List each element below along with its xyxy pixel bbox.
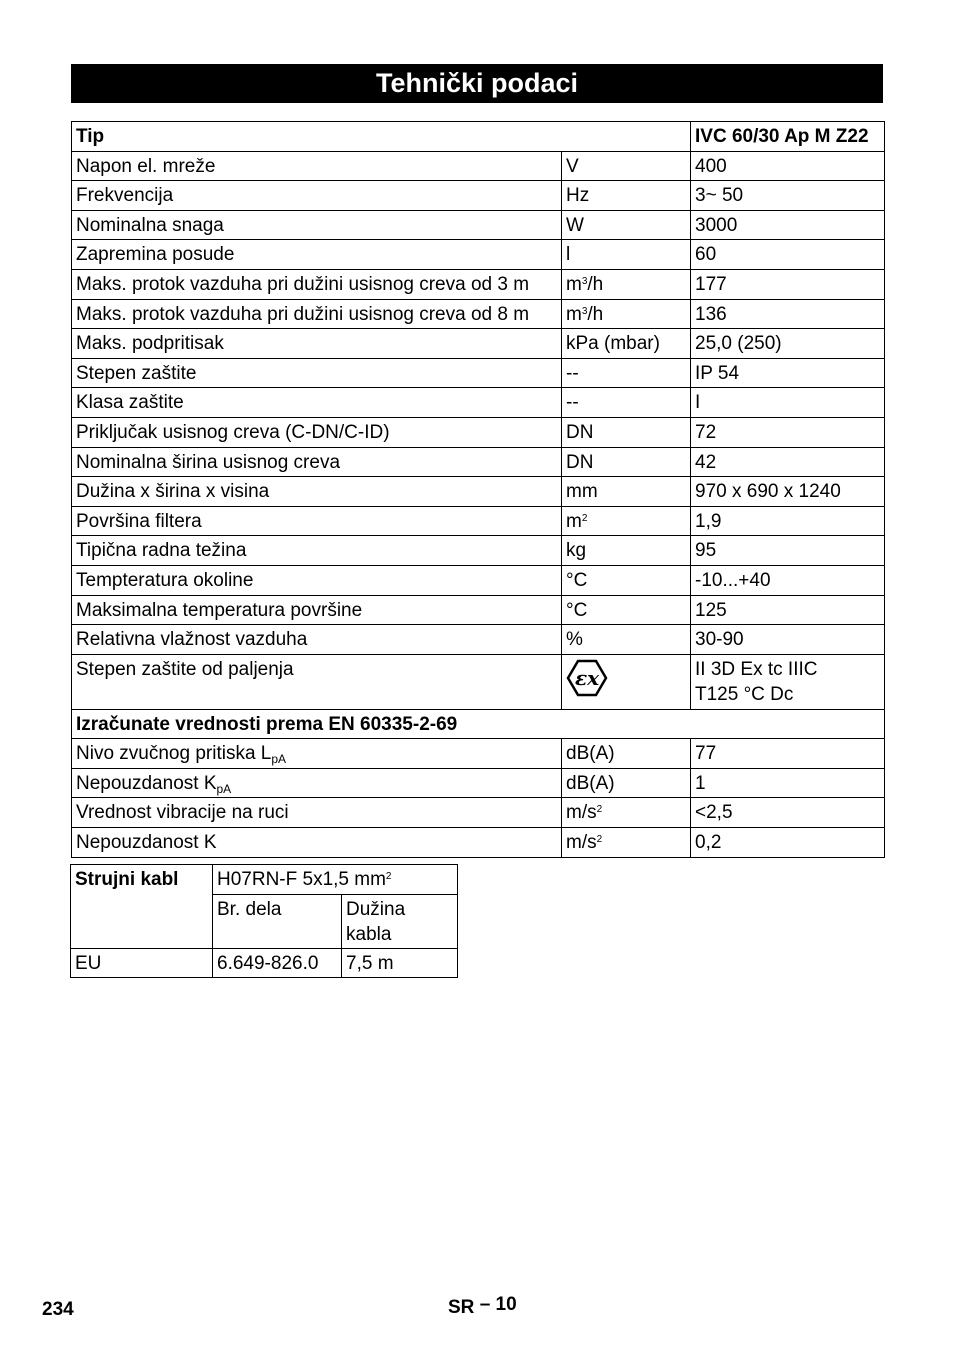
spec-value: 42 <box>691 447 885 477</box>
spec-label: Frekvencija <box>72 181 562 211</box>
spec-row <box>72 299 885 329</box>
spec-value: -10...+40 <box>691 565 885 595</box>
spec-row-ignition <box>72 654 885 709</box>
spec-section-heading-row <box>72 709 885 739</box>
spec-value: 72 <box>691 417 885 447</box>
spec-unit: % <box>562 625 691 655</box>
cable-length: 7,5 m <box>342 949 458 978</box>
spec-unit: kPa (mbar) <box>562 329 691 359</box>
spec-row <box>72 269 885 299</box>
cable-type: H07RN-F 5x1,5 $mm^2$ <box>213 865 458 895</box>
spec-value: 136 <box>691 299 885 329</box>
spec-label: Maks. protok vazduha pri dužini usisnog creva od 3 m <box>72 269 562 299</box>
spec-label: Stepen zaštite od paljenja <box>72 654 562 709</box>
spec-value: 1,9 <box>691 506 885 536</box>
spec-value: 95 <box>691 536 885 566</box>
spec-unit: Hz <box>562 181 691 211</box>
spec-row <box>72 828 885 858</box>
spec-value: 30-90 <box>691 625 885 655</box>
spec-label: Nivo zvučnog pritiska $L_{pA}$ <box>72 739 562 769</box>
spec-label: Tempteratura okoline <box>72 565 562 595</box>
spec-value: 3000 <box>691 210 885 240</box>
spec-header-value: IVC 60/30 Ap M Z22 <box>691 122 885 152</box>
spec-label: Nepouzdanost $K_{pA}$ <box>72 768 562 798</box>
spec-label: Nominalna snaga <box>72 210 562 240</box>
spec-label: Maks. podpritisak <box>72 329 562 359</box>
svg-text:εx: εx <box>574 665 600 690</box>
spec-unit: V <box>562 151 691 181</box>
cable-col-part: Br. dela <box>213 895 342 949</box>
spec-row <box>72 388 885 418</box>
spec-unit: mm <box>562 477 691 507</box>
spec-label: Napon el. mreže <box>72 151 562 181</box>
spec-unit: $m/s^2$ <box>562 828 691 858</box>
spec-unit: °C <box>562 595 691 625</box>
spec-row <box>72 447 885 477</box>
spec-unit <box>562 654 691 709</box>
spec-row <box>72 358 885 388</box>
cable-row-eu <box>71 949 458 978</box>
spec-value: I <box>691 388 885 418</box>
spec-label: Dužina x širina x visina <box>72 477 562 507</box>
spec-row <box>72 625 885 655</box>
spec-row <box>72 565 885 595</box>
section-heading: Izračunate vrednosti prema EN 60335-2-69 <box>72 709 885 739</box>
spec-row <box>72 210 885 240</box>
spec-unit: DN <box>562 447 691 477</box>
spec-label: Tipična radna težina <box>72 536 562 566</box>
cable-col-length: Dužina kabla <box>342 895 458 949</box>
spec-label: Maks. protok vazduha pri dužini usisnog creva od 8 m <box>72 299 562 329</box>
spec-unit: W <box>562 210 691 240</box>
spec-row <box>72 181 885 211</box>
spec-unit: dB(A) <box>562 739 691 769</box>
spec-row <box>72 506 885 536</box>
spec-row <box>72 739 885 769</box>
spec-unit: l <box>562 240 691 270</box>
cable-part-no: 6.649-826.0 <box>213 949 342 978</box>
spec-row <box>72 798 885 828</box>
spec-row <box>72 536 885 566</box>
spec-label: Vrednost vibracije na ruci <box>72 798 562 828</box>
cable-row-type <box>71 865 458 895</box>
spec-label: Nepouzdanost K <box>72 828 562 858</box>
spec-row <box>72 595 885 625</box>
spec-unit: $m/s^2$ <box>562 798 691 828</box>
cable-table <box>70 864 458 978</box>
spec-row <box>72 417 885 447</box>
spec-value: 77 <box>691 739 885 769</box>
spec-unit: °C <box>562 565 691 595</box>
spec-value: 25,0 (250) <box>691 329 885 359</box>
spec-value: 970 x 690 x 1240 <box>691 477 885 507</box>
spec-value: 177 <box>691 269 885 299</box>
spec-table <box>71 121 885 858</box>
cable-label: Strujni kabl <box>71 865 213 949</box>
spec-unit: kg <box>562 536 691 566</box>
spec-unit: $m^2$ <box>562 506 691 536</box>
ex-atex-icon <box>566 659 608 704</box>
spec-row <box>72 477 885 507</box>
spec-label: Zapremina posude <box>72 240 562 270</box>
spec-label: Nominalna širina usisnog creva <box>72 447 562 477</box>
spec-value: 0,2 <box>691 828 885 858</box>
page-number: 234 <box>42 1299 74 1320</box>
spec-unit: dB(A) <box>562 768 691 798</box>
spec-header-row <box>72 122 885 152</box>
spec-unit: $m^3/h$ <box>562 299 691 329</box>
spec-value: <2,5 <box>691 798 885 828</box>
spec-value: 3~ 50 <box>691 181 885 211</box>
spec-value: II 3D Ex tc IIIC T125 °C Dc <box>691 654 885 709</box>
spec-unit: $m^3/h$ <box>562 269 691 299</box>
spec-value: 1 <box>691 768 885 798</box>
spec-label: Klasa zaštite <box>72 388 562 418</box>
spec-unit: DN <box>562 417 691 447</box>
cable-region: EU <box>71 949 213 978</box>
footer-lang: SR – 10 <box>448 1294 517 1318</box>
spec-value: 60 <box>691 240 885 270</box>
spec-value: IP 54 <box>691 358 885 388</box>
spec-label: Maksimalna temperatura površine <box>72 595 562 625</box>
spec-unit: -- <box>562 358 691 388</box>
spec-header-label: Tip <box>72 122 691 152</box>
spec-row <box>72 768 885 798</box>
spec-label: Stepen zaštite <box>72 358 562 388</box>
spec-row <box>72 329 885 359</box>
spec-row <box>72 151 885 181</box>
page-title: Tehnički podaci <box>71 64 883 103</box>
spec-value: 400 <box>691 151 885 181</box>
spec-value: 125 <box>691 595 885 625</box>
spec-unit: -- <box>562 388 691 418</box>
spec-label: Priključak usisnog creva (C-DN/C-ID) <box>72 417 562 447</box>
spec-label: Površina filtera <box>72 506 562 536</box>
spec-label: Relativna vlažnost vazduha <box>72 625 562 655</box>
spec-row <box>72 240 885 270</box>
